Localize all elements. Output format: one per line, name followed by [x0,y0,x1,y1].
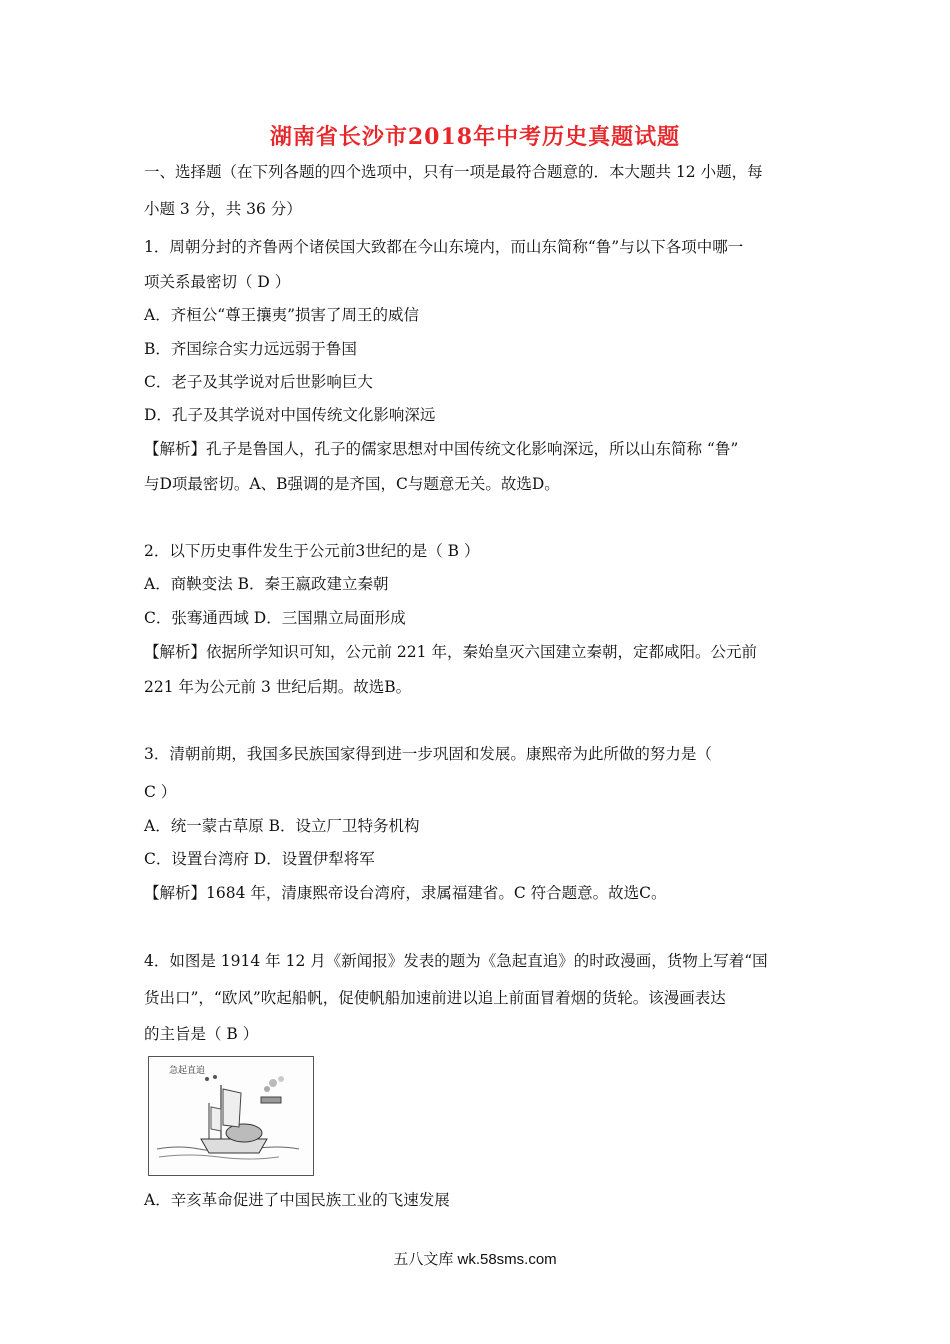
q3-stem-line-1: 3．清朝前期，我国多民族国家得到进一步巩固和发展。康熙帝为此所做的努力是（ [144,745,712,763]
q1-option-d: D．孔子及其学说对中国传统文化影响深远 [144,406,436,424]
q2-analysis-line-1: 【解析】依据所学知识可知，公元前 221 年，秦始皇灭六国建立秦朝，定都咸阳。公元前 [144,643,757,661]
q3-options-cd: C．设置台湾府 D．设置伊犁将军 [144,850,375,868]
q1-option-a: A．齐桓公“尊王攘夷”损害了周王的威信 [144,306,420,324]
section-header-line-2: 小题 3 分，共 36 分） [144,200,302,218]
q4-stem-line-1: 4．如图是 1914 年 12 月《新闻报》发表的题为《急起直追》的时政漫画，货物上写着“国 [144,952,768,970]
q2-options-ab: A．商鞅变法 B．秦王嬴政建立秦朝 [144,575,389,593]
q1-analysis-line-2: 与D项最密切。A、B强调的是齐国，C与题意无关。故选D。 [144,475,560,493]
q2-analysis-line-2: 221 年为公元前 3 世纪后期。故选B。 [144,678,412,696]
section-header-line-1: 一、选择题（在下列各题的四个选项中，只有一项是最符合题意的．本大题共 12 小题，每 [144,163,763,181]
page-footer: 五八文库 wk.58sms.com [393,1251,557,1268]
q1-option-c: C．老子及其学说对后世影响巨大 [144,373,373,391]
q2-options-cd: C．张骞通西域 D．三国鼎立局面形成 [144,609,406,627]
q3-stem-line-2: C ） [144,783,177,801]
q4-option-a: A．辛亥革命促进了中国民族工业的飞速发展 [144,1191,450,1209]
q1-stem-line-2: 项关系最密切（ D ） [144,273,291,291]
q1-option-b: B．齐国综合实力远远弱于鲁国 [144,340,357,358]
q1-analysis-line-1: 【解析】孔子是鲁国人，孔子的儒家思想对中国传统文化影响深远，所以山东简称 “鲁” [144,440,739,458]
q2-stem: 2．以下历史事件发生于公元前3世纪的是（ B ） [144,542,480,560]
q3-options-ab: A．统一蒙古草原 B．设立厂卫特务机构 [144,817,420,835]
cartoon-image [148,1056,314,1176]
q4-stem-line-3: 的主旨是（ B ） [144,1025,259,1043]
q4-stem-line-2: 货出口”，“欧风”吹起船帆，促使帆船加速前进以追上前面冒着烟的货轮。该漫画表达 [144,989,726,1007]
cartoon-drawing [149,1057,313,1175]
q3-analysis: 【解析】1684 年，清康熙帝设台湾府，隶属福建省。C 符合题意。故选C。 [144,884,667,902]
q1-stem-line-1: 1．周朝分封的齐鲁两个诸侯国大致都在今山东境内，而山东简称“鲁”与以下各项中哪一 [144,238,744,256]
page-title: 湖南省长沙市2018年中考历史真题试题 [269,124,681,150]
cartoon-caption: 急起直追 [169,1066,206,1076]
